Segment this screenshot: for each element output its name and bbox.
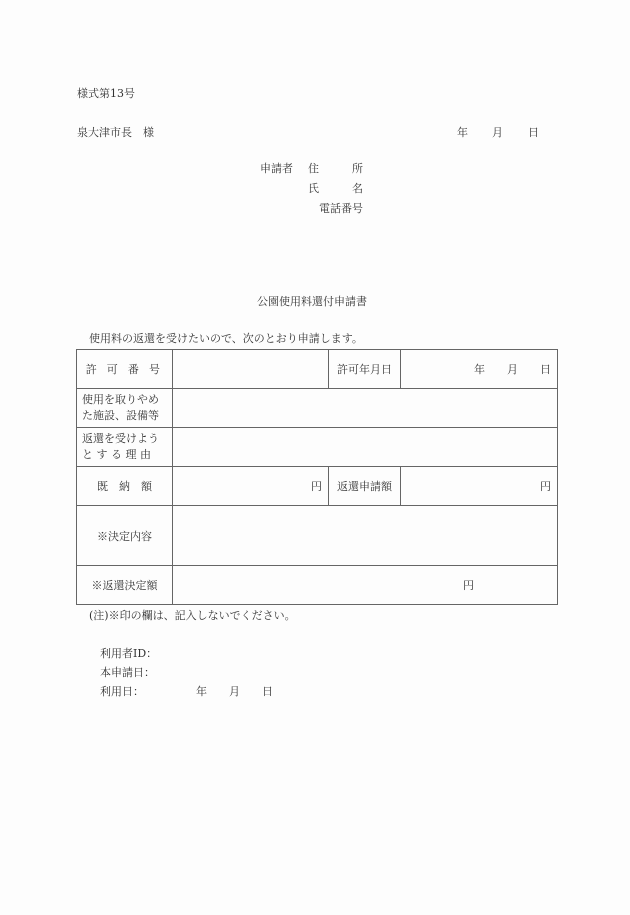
permit-date-label: 許可年月日 [329, 350, 401, 389]
document-title: 公園使用料還付申請書 [257, 295, 367, 308]
refund-request-label: 返還申請額 [329, 467, 401, 506]
table-row-refund-decision [77, 566, 558, 605]
facility-label-line2: た施設、設備等 [82, 409, 159, 422]
date-day-label: 日 [528, 126, 539, 139]
refund-request-unit: 円 [540, 480, 551, 493]
phone-label: 電話番号 [319, 202, 363, 215]
reason-field[interactable] [173, 428, 558, 467]
date-year-label: 年 [457, 126, 468, 139]
refund-decision-label: ※返還決定額 [77, 566, 173, 605]
date-month-label: 月 [492, 126, 503, 139]
addressee: 泉大津市長 様 [77, 126, 154, 139]
refund-decision-unit: 円 [463, 579, 474, 592]
facility-field[interactable] [173, 389, 558, 428]
table-row-decision [77, 506, 558, 566]
applicant-label: 申請者 [260, 162, 293, 175]
name-label: 氏 名 [308, 182, 363, 195]
decision-field [173, 506, 558, 566]
refund-request-field[interactable] [401, 467, 558, 506]
facility-label-line1: 使用を取りやめ [82, 393, 159, 406]
table-row-amounts [77, 467, 558, 506]
permit-number-field[interactable] [173, 350, 329, 389]
use-date-label: 利用日： [100, 685, 144, 698]
paid-amount-field[interactable] [173, 467, 329, 506]
paid-amount-label: 既 納 額 [77, 467, 173, 506]
reason-label [77, 428, 173, 467]
note-text: (注)※印の欄は、記入しないでください。 [89, 609, 296, 622]
permit-date-field[interactable]: 年 月 日 [401, 350, 558, 389]
user-id-label: 利用者ID： [100, 647, 158, 660]
table-row-facility [77, 389, 558, 428]
facility-label [77, 389, 173, 428]
permit-number-label: 許 可 番 号 [77, 350, 173, 389]
reason-label-line1: 返還を受けよう [82, 432, 159, 445]
table-row-permit [77, 350, 558, 389]
paid-unit: 円 [311, 480, 322, 493]
form-number: 様式第13号 [77, 87, 135, 100]
address-label: 住 所 [308, 162, 363, 175]
application-table [76, 349, 558, 605]
refund-decision-field [173, 566, 558, 605]
decision-label: ※決定内容 [77, 506, 173, 566]
table-row-reason [77, 428, 558, 467]
application-date-label: 本申請日： [100, 666, 155, 679]
reason-label-line2: と す る 理 由 [82, 448, 151, 461]
intro-text: 使用料の返還を受けたいので、次のとおり申請します。 [89, 332, 363, 345]
use-date-value: 年 月 日 [196, 685, 273, 698]
